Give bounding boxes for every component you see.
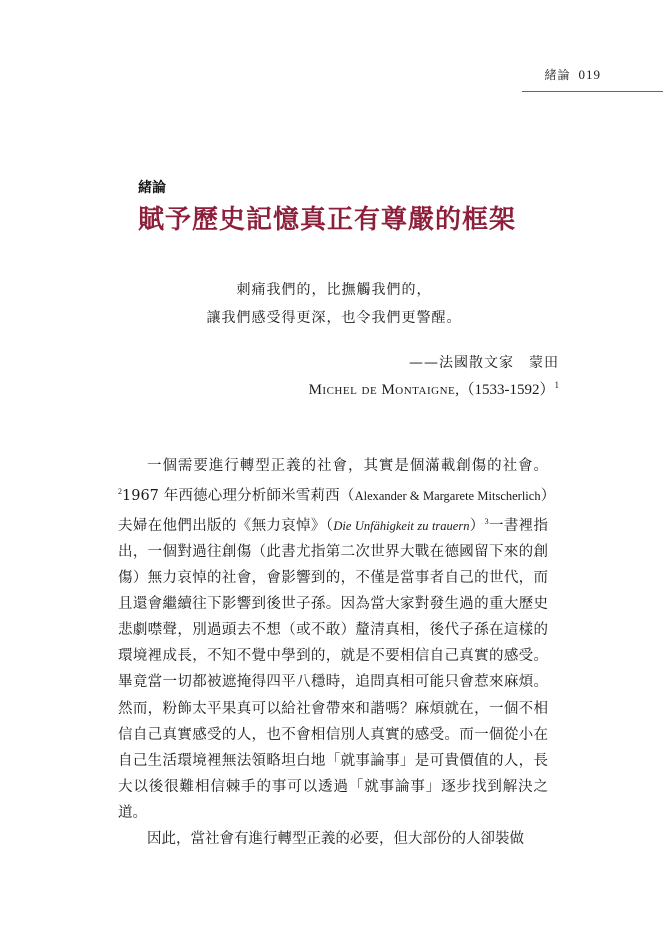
p1-sentence-3: 一書裡指出，一個對過往創傷（此書尤指第二次世界大戰在德國留下來的創傷）無力哀悼的社會，會影響到的，不僅是當事者自己的世代，而且還會繼續往下影響到後世子孫。因為當大家對發生過的重大歷史悲劇噤聲，別過頭去不想（或不敢）釐清真相，後代子孫在這樣的環境裡成長，不知不覺中學到的，就是不要相信自己真實的感受。畢竟當一切都被遮掩得四平八穩時，追問真相可能只會惹來麻煩。然而，粉飾太平果真可以給社會帶來和諧嗎？麻煩就在，一個不相信自己真實感受的人，也不會相信別人真實的感受。而一個從小在自己生活環境裡無法領略坦白地「就事論事」是可貴價值的人，長大以後很難相信棘手的事可以透過「就事論事」逐步找到解決之道。 [118,517,549,821]
attribution-years: （1533-1592） [459,382,555,398]
running-head [544,66,601,83]
p1-sentence-1: 一個需要進行轉型正義的社會，其實是個滿載創傷的社會。 [147,458,548,474]
footnote-ref-3: 3 [484,517,489,527]
epigraph [138,276,530,332]
p1-names: Alexander & Margarete Mitscherlich [354,488,541,503]
paragraph-1 [118,453,548,826]
epigraph-attribution-en [309,378,559,399]
epigraph-line-2: 讓我們感受得更深，也令我們更警醒。 [206,310,462,326]
body-text [118,453,548,852]
header-rule [522,91,663,92]
running-head-section: 緒論 [544,68,571,82]
footnote-ref-2: 2 [118,487,122,497]
page-number: 019 [578,67,601,82]
p1-sentence-2c: ） [469,517,485,534]
attribution-name: Michel de Montaigne, [308,382,460,398]
chapter-label: 緒論 [138,180,166,196]
paragraph-2: 因此，當社會有進行轉型正義的必要，但大部份的人卻裝做 [147,830,524,847]
footnote-ref-1: 1 [554,380,559,390]
chapter-title: 賦予歷史記憶真正有尊嚴的框架 [138,205,517,235]
p1-book-title: Die Unfähigkeit zu trauern [333,518,470,533]
epigraph-attribution-zh: ——法國散文家 蒙田 [409,355,559,371]
p1-sentence-2b: ）夫婦在他們出版的《無力哀悼》（ [118,487,549,534]
epigraph-line-1: 刺痛我們的，比撫觸我們的， [236,282,432,298]
p1-sentence-2a: 1967 年西德心理分析師米雪莉西（ [122,487,355,504]
